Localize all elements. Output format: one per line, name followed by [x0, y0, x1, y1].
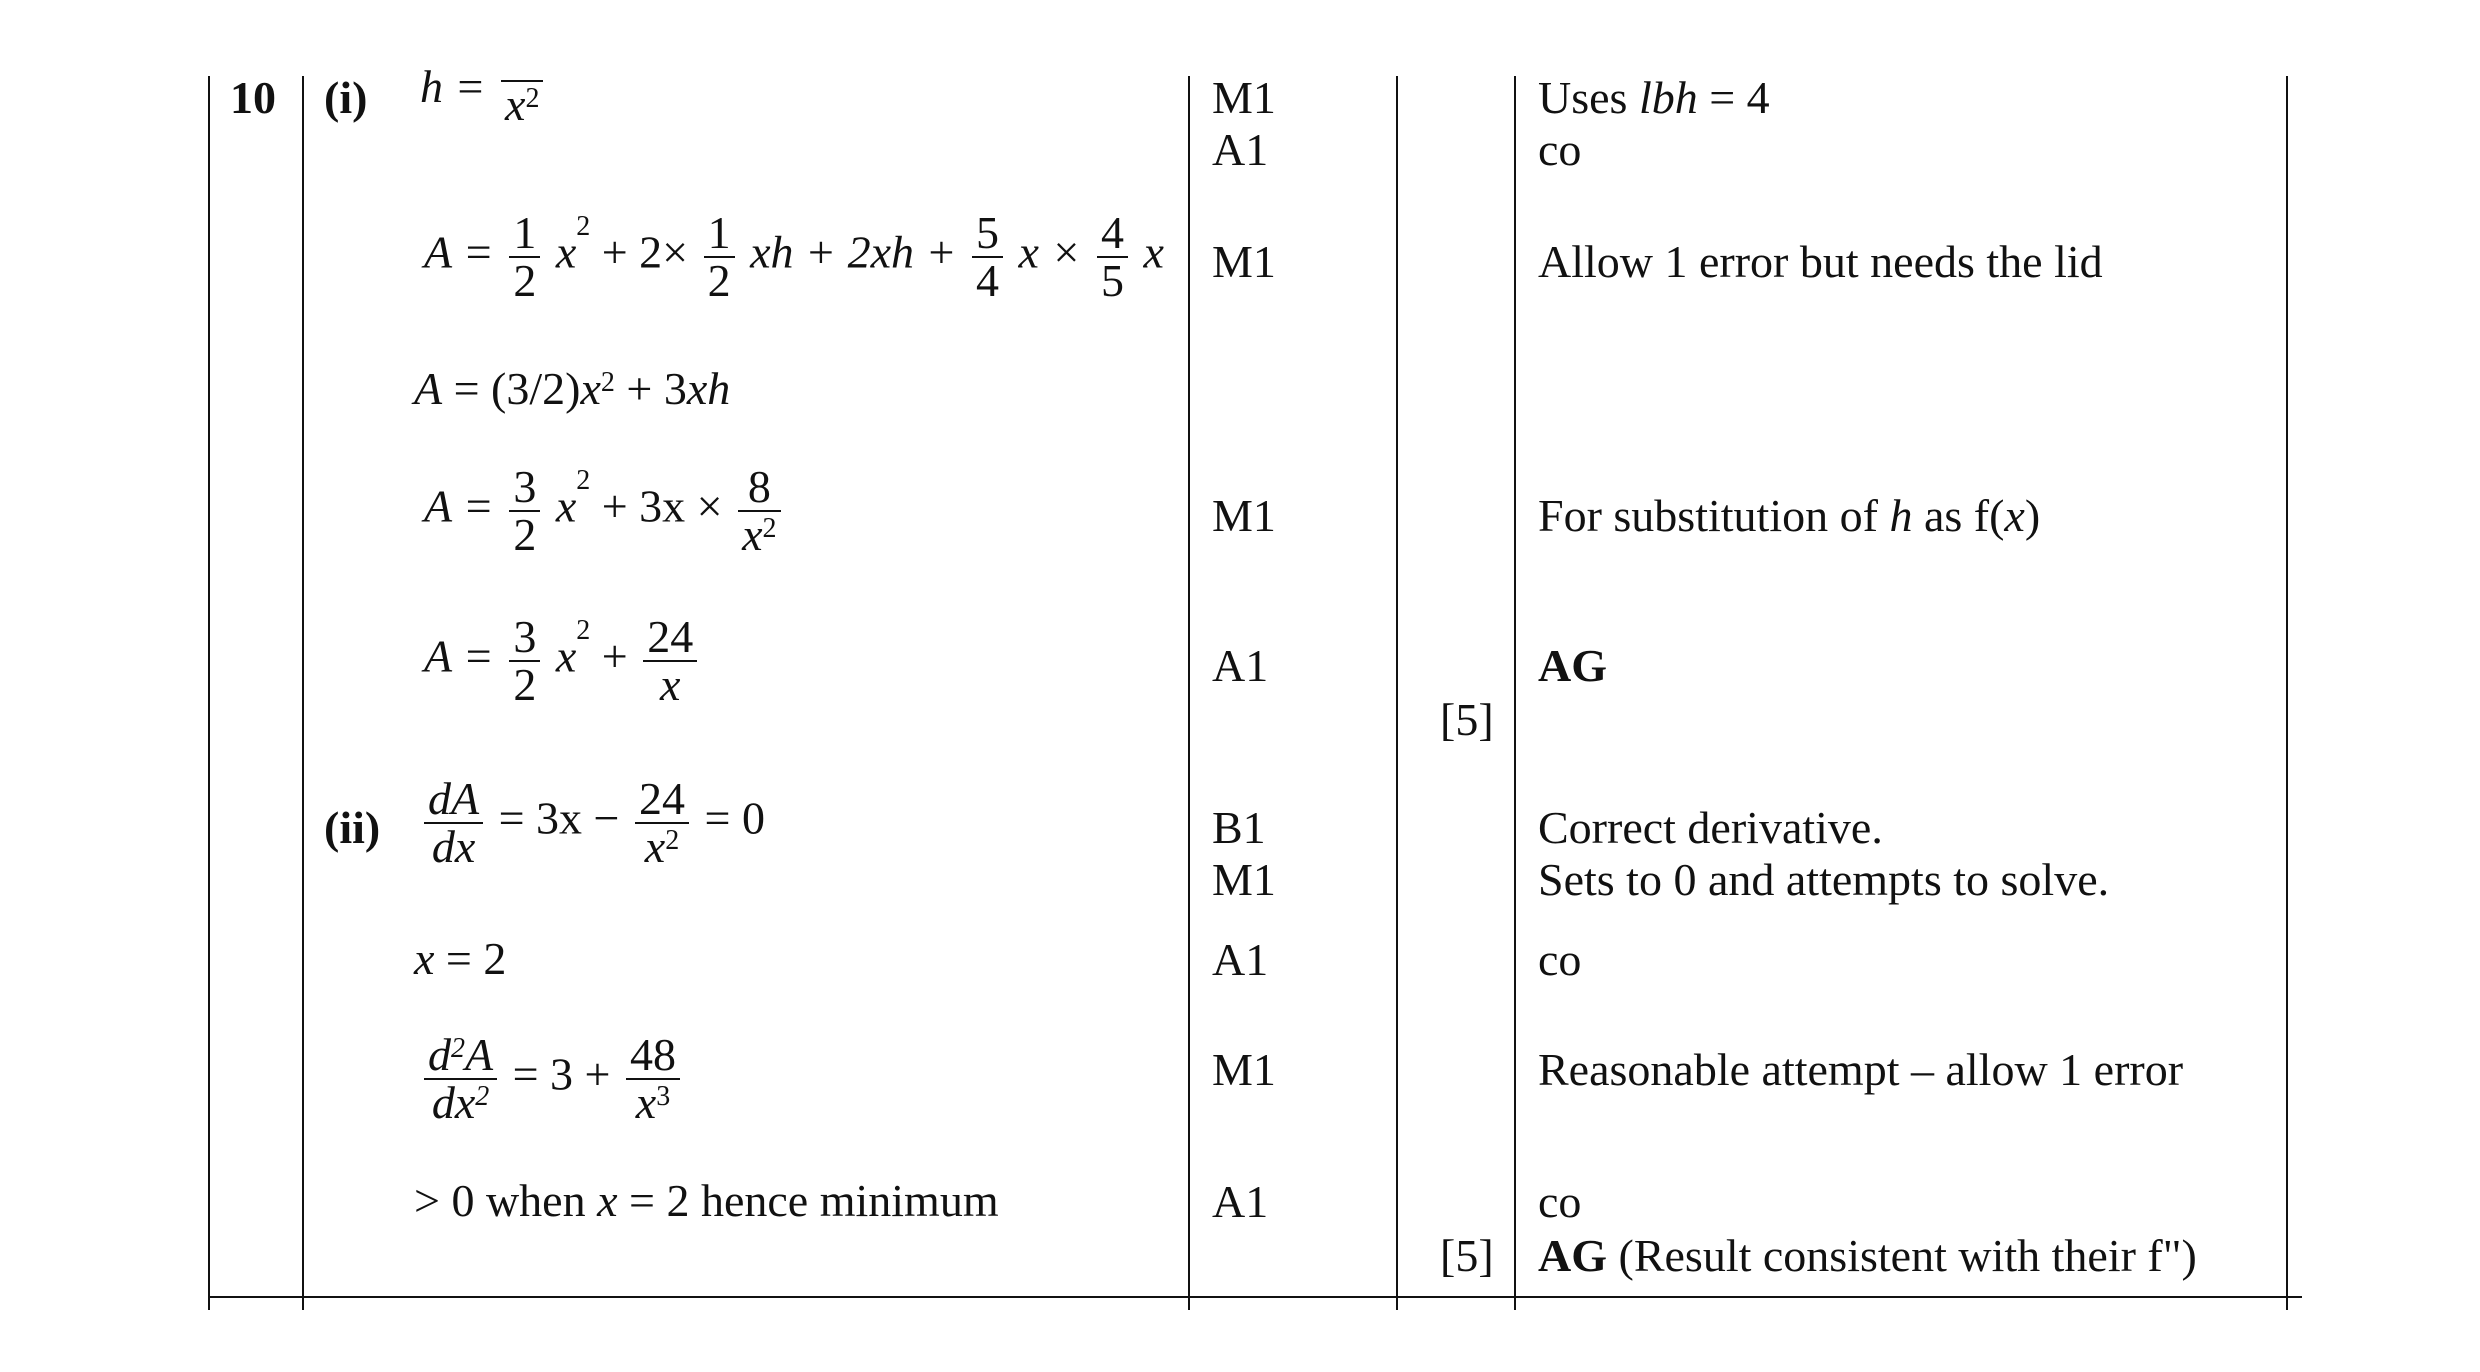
- column-divider-total: [1514, 76, 1516, 1310]
- marks-row4: M1: [1212, 490, 1276, 541]
- column-divider-answer: [1188, 76, 1190, 1310]
- answer-area-result: A = $\frac{3}{2}$ $x^2$ + $\frac{24}{x}$: [424, 614, 701, 708]
- comment-row5: AG: [1538, 640, 1607, 691]
- comment-row9-ag: AG (Result consistent with their f"): [1538, 1230, 2197, 1281]
- comment-row4: For substitution of h as f(x): [1538, 490, 2041, 541]
- marks-row6: B1 M1: [1212, 802, 1276, 905]
- comment-row2: Allow 1 error but needs the lid: [1538, 236, 2103, 287]
- question-number: 10: [230, 72, 276, 123]
- column-divider-question: [302, 76, 304, 1310]
- marks-row9: A1: [1212, 1176, 1269, 1227]
- table-border-left: [208, 76, 210, 1310]
- answer-simplified-area: $A = (3/2)x^2 + 3xh$: [414, 363, 731, 414]
- answer-area-expression: A = $\frac{1}{2}$ $x^2 + 2\times$ $\frac{1}{2}$ xh + 2xh + $\frac{5}{4}$ x × $\frac{4}{5}$ x: [424, 207, 1164, 306]
- comment-row8: Reasonable attempt – allow 1 error: [1538, 1044, 2184, 1095]
- answer-second-derivative: $\frac{d^2A}{dx^2}$ = 3 + $\frac{48}{x^3}$: [420, 1032, 684, 1126]
- answer-conclusion: > 0 when x = 2 hence minimum: [414, 1175, 999, 1226]
- answer-h-expression: h = $x^2$: [420, 64, 547, 128]
- comment-row1: Uses lbh = 4 co: [1538, 72, 1770, 175]
- marks-row5: A1: [1212, 640, 1269, 691]
- part-ii-total: [5]: [1440, 1230, 1494, 1281]
- answer-substitution: A = $\frac{3}{2}$ $x^2 + 3x$ × $\frac{8}{x^2}$: [424, 464, 785, 558]
- part-label-ii: (ii): [324, 802, 381, 853]
- marks-row8: M1: [1212, 1044, 1276, 1095]
- part-label-i: (i): [324, 72, 368, 123]
- answer-x-value: x = 2: [414, 933, 507, 984]
- comment-row9: co: [1538, 1176, 1582, 1227]
- marks-row1: M1 A1: [1212, 72, 1276, 175]
- marks-row7: A1: [1212, 934, 1269, 985]
- table-border-right: [2286, 76, 2288, 1310]
- comment-row6: Correct derivative. Sets to 0 and attempts to solve.: [1538, 802, 2110, 905]
- comment-row7: co: [1538, 934, 1582, 985]
- column-divider-marks: [1396, 76, 1398, 1310]
- table-bottom-border: [208, 1296, 2302, 1298]
- part-i-total: [5]: [1440, 694, 1494, 745]
- answer-derivative: $\frac{dA}{dx}$ = 3x − $\frac{24}{x^2}$ = 0: [420, 776, 765, 870]
- marks-row2: M1: [1212, 236, 1276, 287]
